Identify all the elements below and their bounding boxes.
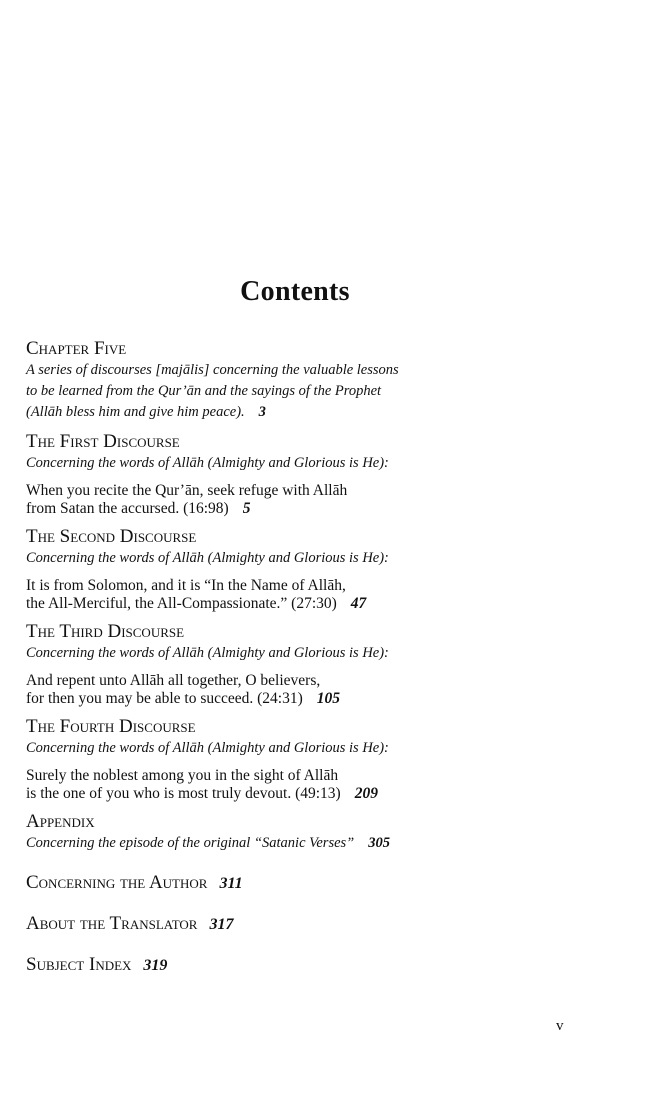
discourse-heading: The Second Discourse xyxy=(26,526,197,547)
discourse-heading: The Third Discourse xyxy=(26,621,185,642)
entry-heading: Concerning the Author xyxy=(26,872,208,893)
discourse-subtitle: Concerning the words of Allāh (Almighty and Glorious is He): xyxy=(26,740,389,756)
page-number: 305 xyxy=(368,835,390,851)
discourse-entry-4[interactable] xyxy=(26,716,456,803)
quote-line: from Satan the accursed. (16:98) xyxy=(26,500,229,517)
discourse-subtitle: Concerning the words of Allāh (Almighty and Glorious is He): xyxy=(26,645,389,661)
quote-line: the All-Merciful, the All-Compassionate.” (27:30) xyxy=(26,595,337,612)
page-number: 105 xyxy=(316,690,341,707)
page-number: 311 xyxy=(219,875,243,892)
folio-page-number: v xyxy=(556,1018,564,1034)
chapter-description-line: A series of discourses [majālis] concerning the valuable lessons xyxy=(26,362,399,378)
quote-line: for then you may be able to succeed. (24:31) xyxy=(26,690,303,707)
appendix-heading: Appendix xyxy=(26,811,95,832)
page-number: 319 xyxy=(143,957,168,974)
entry-heading: Subject Index xyxy=(26,954,132,975)
chapter-description-line: to be learned from the Qur’ān and the sayings of the Prophet xyxy=(26,383,382,399)
page-number: 3 xyxy=(258,404,266,420)
discourse-heading: The First Discourse xyxy=(26,431,180,452)
page-number: 317 xyxy=(209,916,234,933)
discourse-heading: The Fourth Discourse xyxy=(26,716,196,737)
discourse-entry-1[interactable] xyxy=(26,431,456,518)
quote-line: It is from Solomon, and it is “In the Name of Allāh, xyxy=(26,577,346,594)
author-entry[interactable] xyxy=(26,872,456,895)
table-of-contents xyxy=(26,338,456,977)
page-number: 5 xyxy=(242,500,251,517)
appendix-entry[interactable] xyxy=(26,811,456,854)
chapter-entry[interactable] xyxy=(26,338,456,423)
page-title: Contents xyxy=(240,276,350,307)
translator-entry[interactable] xyxy=(26,913,456,936)
page-number: 209 xyxy=(354,785,378,802)
page-number: 47 xyxy=(350,595,367,612)
entry-heading: About the Translator xyxy=(26,913,198,934)
quote-line: is the one of you who is most truly devout. (49:13) xyxy=(26,785,341,802)
quote-line: When you recite the Qur’ān, seek refuge with Allāh xyxy=(26,482,348,499)
quote-line: And repent unto Allāh all together, O believers, xyxy=(26,672,321,689)
appendix-subtitle: Concerning the episode of the original “Satanic Verses” xyxy=(26,835,355,851)
index-entry[interactable] xyxy=(26,954,456,977)
chapter-description-line: (Allāh bless him and give him peace). xyxy=(26,404,245,420)
quote-line: Surely the noblest among you in the sight of Allāh xyxy=(26,767,339,784)
discourse-subtitle: Concerning the words of Allāh (Almighty and Glorious is He): xyxy=(26,455,389,471)
chapter-heading: Chapter Five xyxy=(26,338,127,359)
discourse-subtitle: Concerning the words of Allāh (Almighty and Glorious is He): xyxy=(26,550,389,566)
discourse-entry-3[interactable] xyxy=(26,621,456,708)
discourse-entry-2[interactable] xyxy=(26,526,456,613)
